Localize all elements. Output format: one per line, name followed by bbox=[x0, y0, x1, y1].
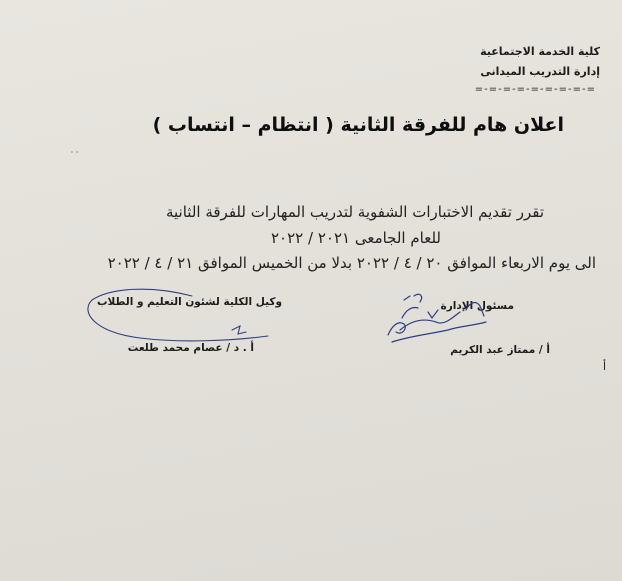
right-handwritten-signature bbox=[388, 294, 486, 342]
right-signatory-name: أ / ممتاز عبد الكريم bbox=[450, 344, 550, 356]
left-signatory-role: وكيل الكلية لشئون التعليم و الطلاب bbox=[97, 296, 282, 308]
title-dots bbox=[71, 151, 78, 153]
header-separator: =-=-=-=-=-=-=-=-= bbox=[474, 84, 596, 95]
left-signatory-name: أ . د / عصام محمد طلعت bbox=[127, 342, 254, 354]
stray-mark: أ bbox=[602, 360, 606, 373]
right-signatory-role: مسئول الإدارة bbox=[440, 300, 514, 312]
body-line-3: الى يوم الاربعاء الموافق ٢٠ / ٤ / ٢٠٢٢ بدلا من الخميس الموافق ٢١ / ٤ / ٢٠٢٢ bbox=[107, 254, 596, 272]
announcement-title: اعلان هام للفرقة الثانية ( انتظام – انتساب ) bbox=[152, 114, 564, 136]
faculty-name: كلية الخدمة الاجتماعية bbox=[480, 45, 600, 58]
left-handwritten-signature bbox=[88, 289, 268, 341]
body-line-2: للعام الجامعى ٢٠٢١ / ٢٠٢٢ bbox=[271, 229, 441, 247]
department-name: إدارة التدريب الميدانى bbox=[480, 65, 600, 78]
body-line-1: تقرر تقديم الاختبارات الشفوية لتدريب المهارات للفرقة الثانية bbox=[165, 203, 544, 221]
